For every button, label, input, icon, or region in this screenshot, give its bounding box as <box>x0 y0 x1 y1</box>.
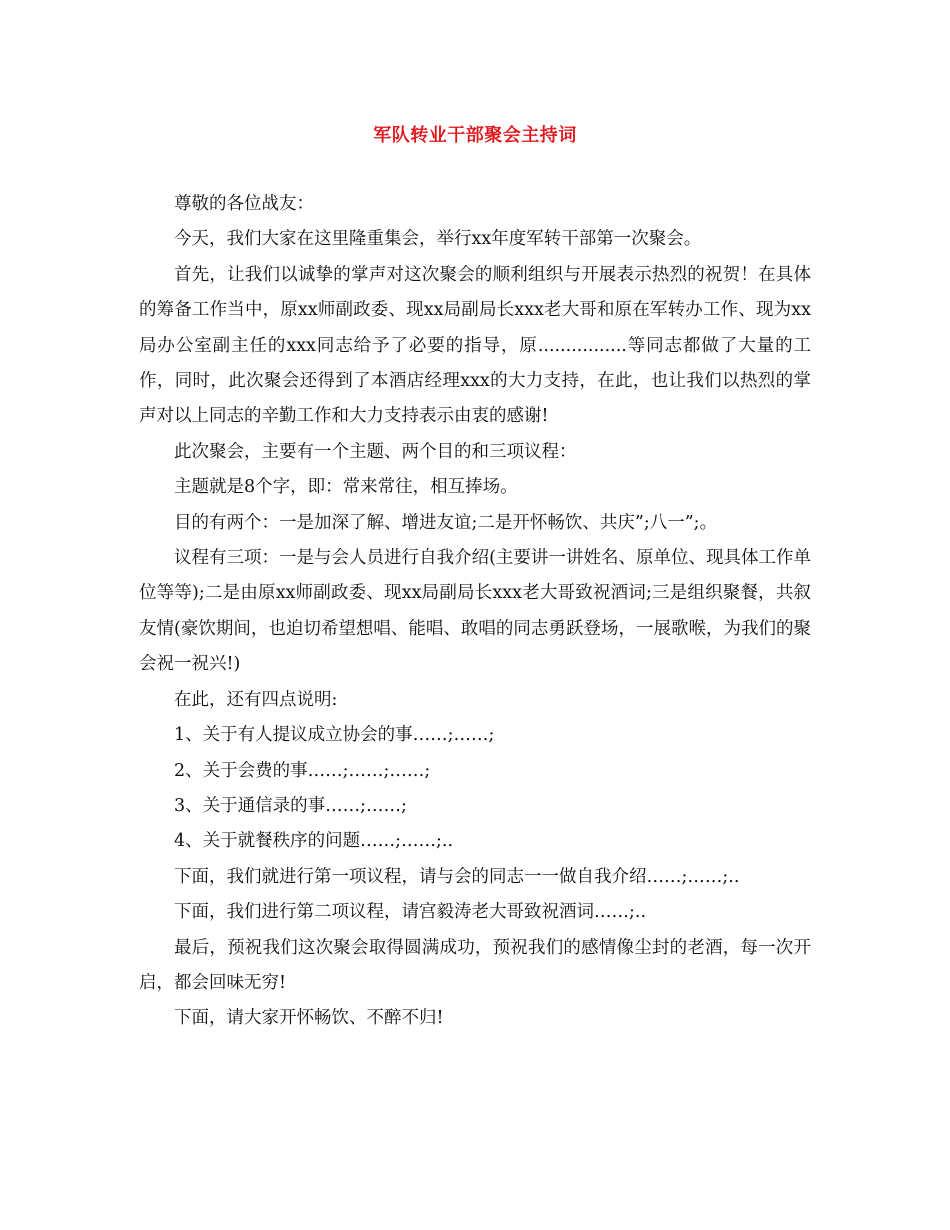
paragraph-greeting: 尊敬的各位战友： <box>174 194 314 214</box>
document-title: 军队转业干部聚会主持词 <box>373 125 577 146</box>
paragraph-opening: 今天，我们大家在这里隆重集会，举行xx年度军转干部第一次聚会。 <box>174 229 702 250</box>
paragraph-note-1: 1、关于有人提议成立协会的事……;……; <box>174 725 495 746</box>
paragraph-thanks: 首先，让我们以诚挚的掌声对这次聚会的顺利组织与开展表示热烈的祝贺！在具体的筹备工作当中，原xx师副政委、现xx局副局长xxx老大哥和原在军转办工作、现为xx局办公室副主任的xxx同志给予了必要的指导，原................等同志都做了大量的工作，同时，此次聚会还得到了本酒店经理xxx的大力支持，在此，也让我们以热烈的掌声对以上同志的辛勤工作和大力支持表示由衷的感谢! <box>139 264 811 427</box>
paragraph-closing-wish: 最后，预祝我们这次聚会取得圆满成功，预祝我们的感情像尘封的老酒，每一次开启，都会回味无穷! <box>139 937 811 993</box>
paragraph-agenda-second: 下面，我们进行第二项议程，请宫毅涛老大哥致祝酒词……;.. <box>174 902 647 923</box>
paragraph-note-4: 4、关于就餐秩序的问题……;……;.. <box>174 831 454 852</box>
paragraph-note-2: 2、关于会费的事……;……;……; <box>174 760 431 781</box>
paragraph-notes-intro: 在此，还有四点说明: <box>174 689 338 710</box>
paragraph-theme: 主题就是8个字，即：常来常往，相互捧场。 <box>174 477 518 498</box>
paragraph-agenda-intro: 此次聚会，主要有一个主题、两个目的和三项议程： <box>174 441 577 462</box>
paragraph-final: 下面，请大家开怀畅饮、不醉不归! <box>174 1008 444 1029</box>
paragraph-agenda-items: 议程有三项：一是与会人员进行自我介绍(主要讲一讲姓名、原单位、现具体工作单位等等);二是由原xx师副政委、现xx局副局长xxx老大哥致祝酒词;三是组织聚餐，共叙友情(豪饮期间，也迫切希望想唱、能唱、敢唱的同志勇跃登场，一展歌喉，为我们的聚会祝一祝兴!) <box>139 548 811 675</box>
paragraph-note-3: 3、关于通信录的事……;……; <box>174 795 407 816</box>
document-body <box>139 187 811 1037</box>
paragraph-purposes: 目的有两个：一是加深了解、增进友谊;二是开怀畅饮、共庆”;八一”;。 <box>174 512 718 533</box>
paragraph-agenda-first: 下面，我们就进行第一项议程，请与会的同志一一做自我介绍……;……;.. <box>174 866 740 887</box>
